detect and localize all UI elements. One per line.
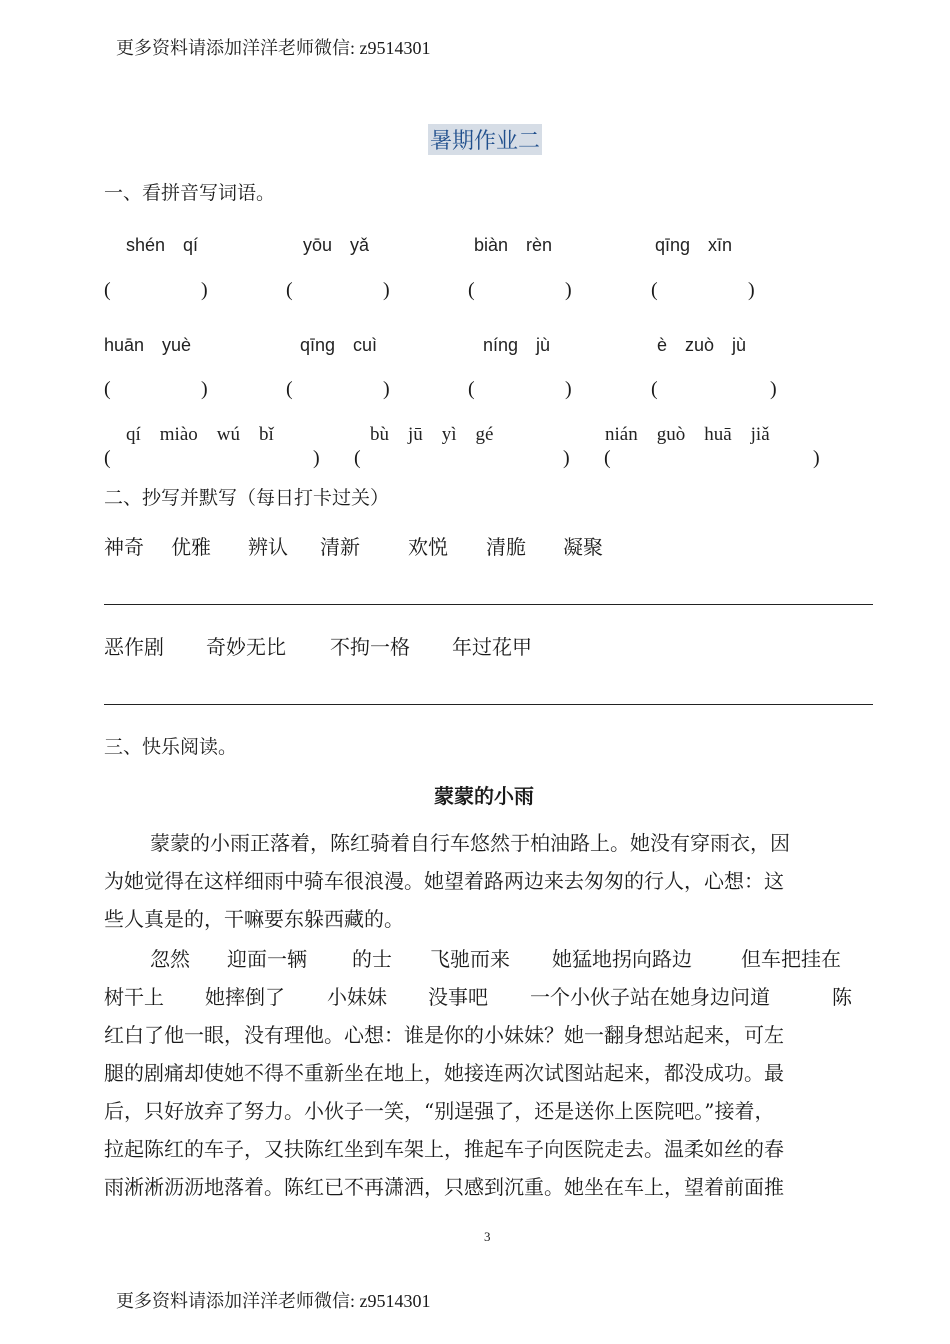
- text-fragment: 没事吧: [428, 985, 488, 1009]
- section-1-heading: 一、看拼音写词语。: [104, 182, 276, 204]
- answer-box-open: (: [286, 378, 293, 400]
- answer-box-close: ): [813, 447, 820, 469]
- text-fragment: 小妹妹: [327, 985, 387, 1009]
- answer-box-open: (: [651, 378, 658, 400]
- answer-box-close: ): [313, 447, 320, 469]
- copy-word: 凝聚: [563, 535, 603, 559]
- text-fragment: 她猛地拐向路边: [552, 947, 692, 971]
- answer-box-open: (: [604, 447, 611, 469]
- copy-word: 恶作剧: [104, 635, 164, 659]
- answer-box-open: (: [468, 378, 475, 400]
- answer-box-close: ): [383, 279, 390, 301]
- copy-word: 欢悦: [408, 535, 448, 559]
- text-fragment: 的士: [352, 947, 392, 971]
- pinyin-5: huān yuè: [104, 335, 192, 355]
- text-fragment: 树干上: [104, 985, 164, 1009]
- text-fragment: 陈: [832, 985, 852, 1009]
- answer-box-close: ): [383, 378, 390, 400]
- pinyin-11: nián guò huā jiǎ: [605, 424, 770, 445]
- answer-box-open: (: [104, 378, 111, 400]
- pinyin-2: yōu yǎ: [303, 235, 370, 255]
- text-line: 雨淅淅沥沥地落着。陈红已不再潇洒，只感到沉重。她坐在车上，望着前面推: [104, 1175, 784, 1199]
- pinyin-6: qīng cuì: [300, 335, 378, 355]
- answer-box-open: (: [286, 279, 293, 301]
- answer-box-open: (: [468, 279, 475, 301]
- copy-word: 奇妙无比: [206, 635, 286, 659]
- page-number: 3: [484, 1229, 491, 1244]
- copy-word: 优雅: [171, 535, 211, 559]
- text-line: 腿的剧痛却使她不得不重新坐在地上，她接连两次试图站起来，都没成功。最: [104, 1061, 784, 1085]
- text-fragment: 忽然: [150, 947, 190, 971]
- writing-line-1: [104, 604, 873, 605]
- text-fragment: 她摔倒了: [205, 985, 285, 1009]
- copy-word: 不拘一格: [330, 635, 410, 659]
- header-watermark: 更多资料请添加洋洋老师微信: z9514301: [116, 38, 431, 58]
- pinyin-1: shén qí: [126, 235, 199, 255]
- writing-line-2: [104, 704, 873, 705]
- copy-word: 辨认: [248, 535, 288, 559]
- answer-box-close: ): [201, 279, 208, 301]
- text-line: 蒙蒙的小雨正落着，陈红骑着自行车悠然于柏油路上。她没有穿雨衣，因: [150, 831, 790, 855]
- answer-box-close: ): [565, 279, 572, 301]
- text-fragment: 但车把挂在: [741, 947, 841, 971]
- answer-box-open: (: [354, 447, 361, 469]
- story-title: 蒙蒙的小雨: [434, 784, 534, 808]
- answer-box-close: ): [563, 447, 570, 469]
- answer-box-close: ): [565, 378, 572, 400]
- text-fragment: 一个小伙子站在她身边问道: [530, 985, 770, 1009]
- page-title: 暑期作业二: [428, 124, 542, 155]
- text-line: 拉起陈红的车子，又扶陈红坐到车架上，推起车子向医院走去。温柔如丝的春: [104, 1137, 784, 1161]
- text-line: 后，只好放弃了努力。小伙子一笑，“别逞强了，还是送你上医院吧。”接着，: [104, 1099, 775, 1123]
- copy-word: 年过花甲: [452, 635, 532, 659]
- copy-word: 清新: [320, 535, 360, 559]
- answer-box-close: ): [748, 279, 755, 301]
- text-fragment: 迎面一辆: [227, 947, 307, 971]
- answer-box-close: ): [201, 378, 208, 400]
- answer-box-close: ): [770, 378, 777, 400]
- copy-word: 清脆: [486, 535, 526, 559]
- text-fragment: 飞驰而来: [430, 947, 510, 971]
- answer-box-open: (: [651, 279, 658, 301]
- text-line: 些人真是的，干嘛要东躲西藏的。: [104, 907, 404, 931]
- pinyin-9: qí miào wú bǐ: [126, 424, 274, 445]
- pinyin-10: bù jū yì gé: [370, 424, 494, 445]
- text-line: 红白了他一眼，没有理他。心想：谁是你的小妹妹？她一翻身想站起来，可左: [104, 1023, 784, 1047]
- copy-word: 神奇: [104, 535, 144, 559]
- answer-box-open: (: [104, 447, 111, 469]
- text-line: 为她觉得在这样细雨中骑车很浪漫。她望着路两边来去匆匆的行人，心想：这: [104, 869, 784, 893]
- pinyin-3: biàn rèn: [474, 235, 553, 255]
- section-2-heading: 二、抄写并默写（每日打卡过关）: [104, 487, 390, 509]
- footer-watermark: 更多资料请添加洋洋老师微信: z9514301: [116, 1291, 431, 1311]
- pinyin-8: è zuò jù: [657, 335, 747, 355]
- pinyin-7: níng jù: [483, 335, 551, 355]
- pinyin-4: qīng xīn: [655, 235, 733, 255]
- section-3-heading: 三、快乐阅读。: [104, 736, 238, 758]
- answer-box-open: (: [104, 279, 111, 301]
